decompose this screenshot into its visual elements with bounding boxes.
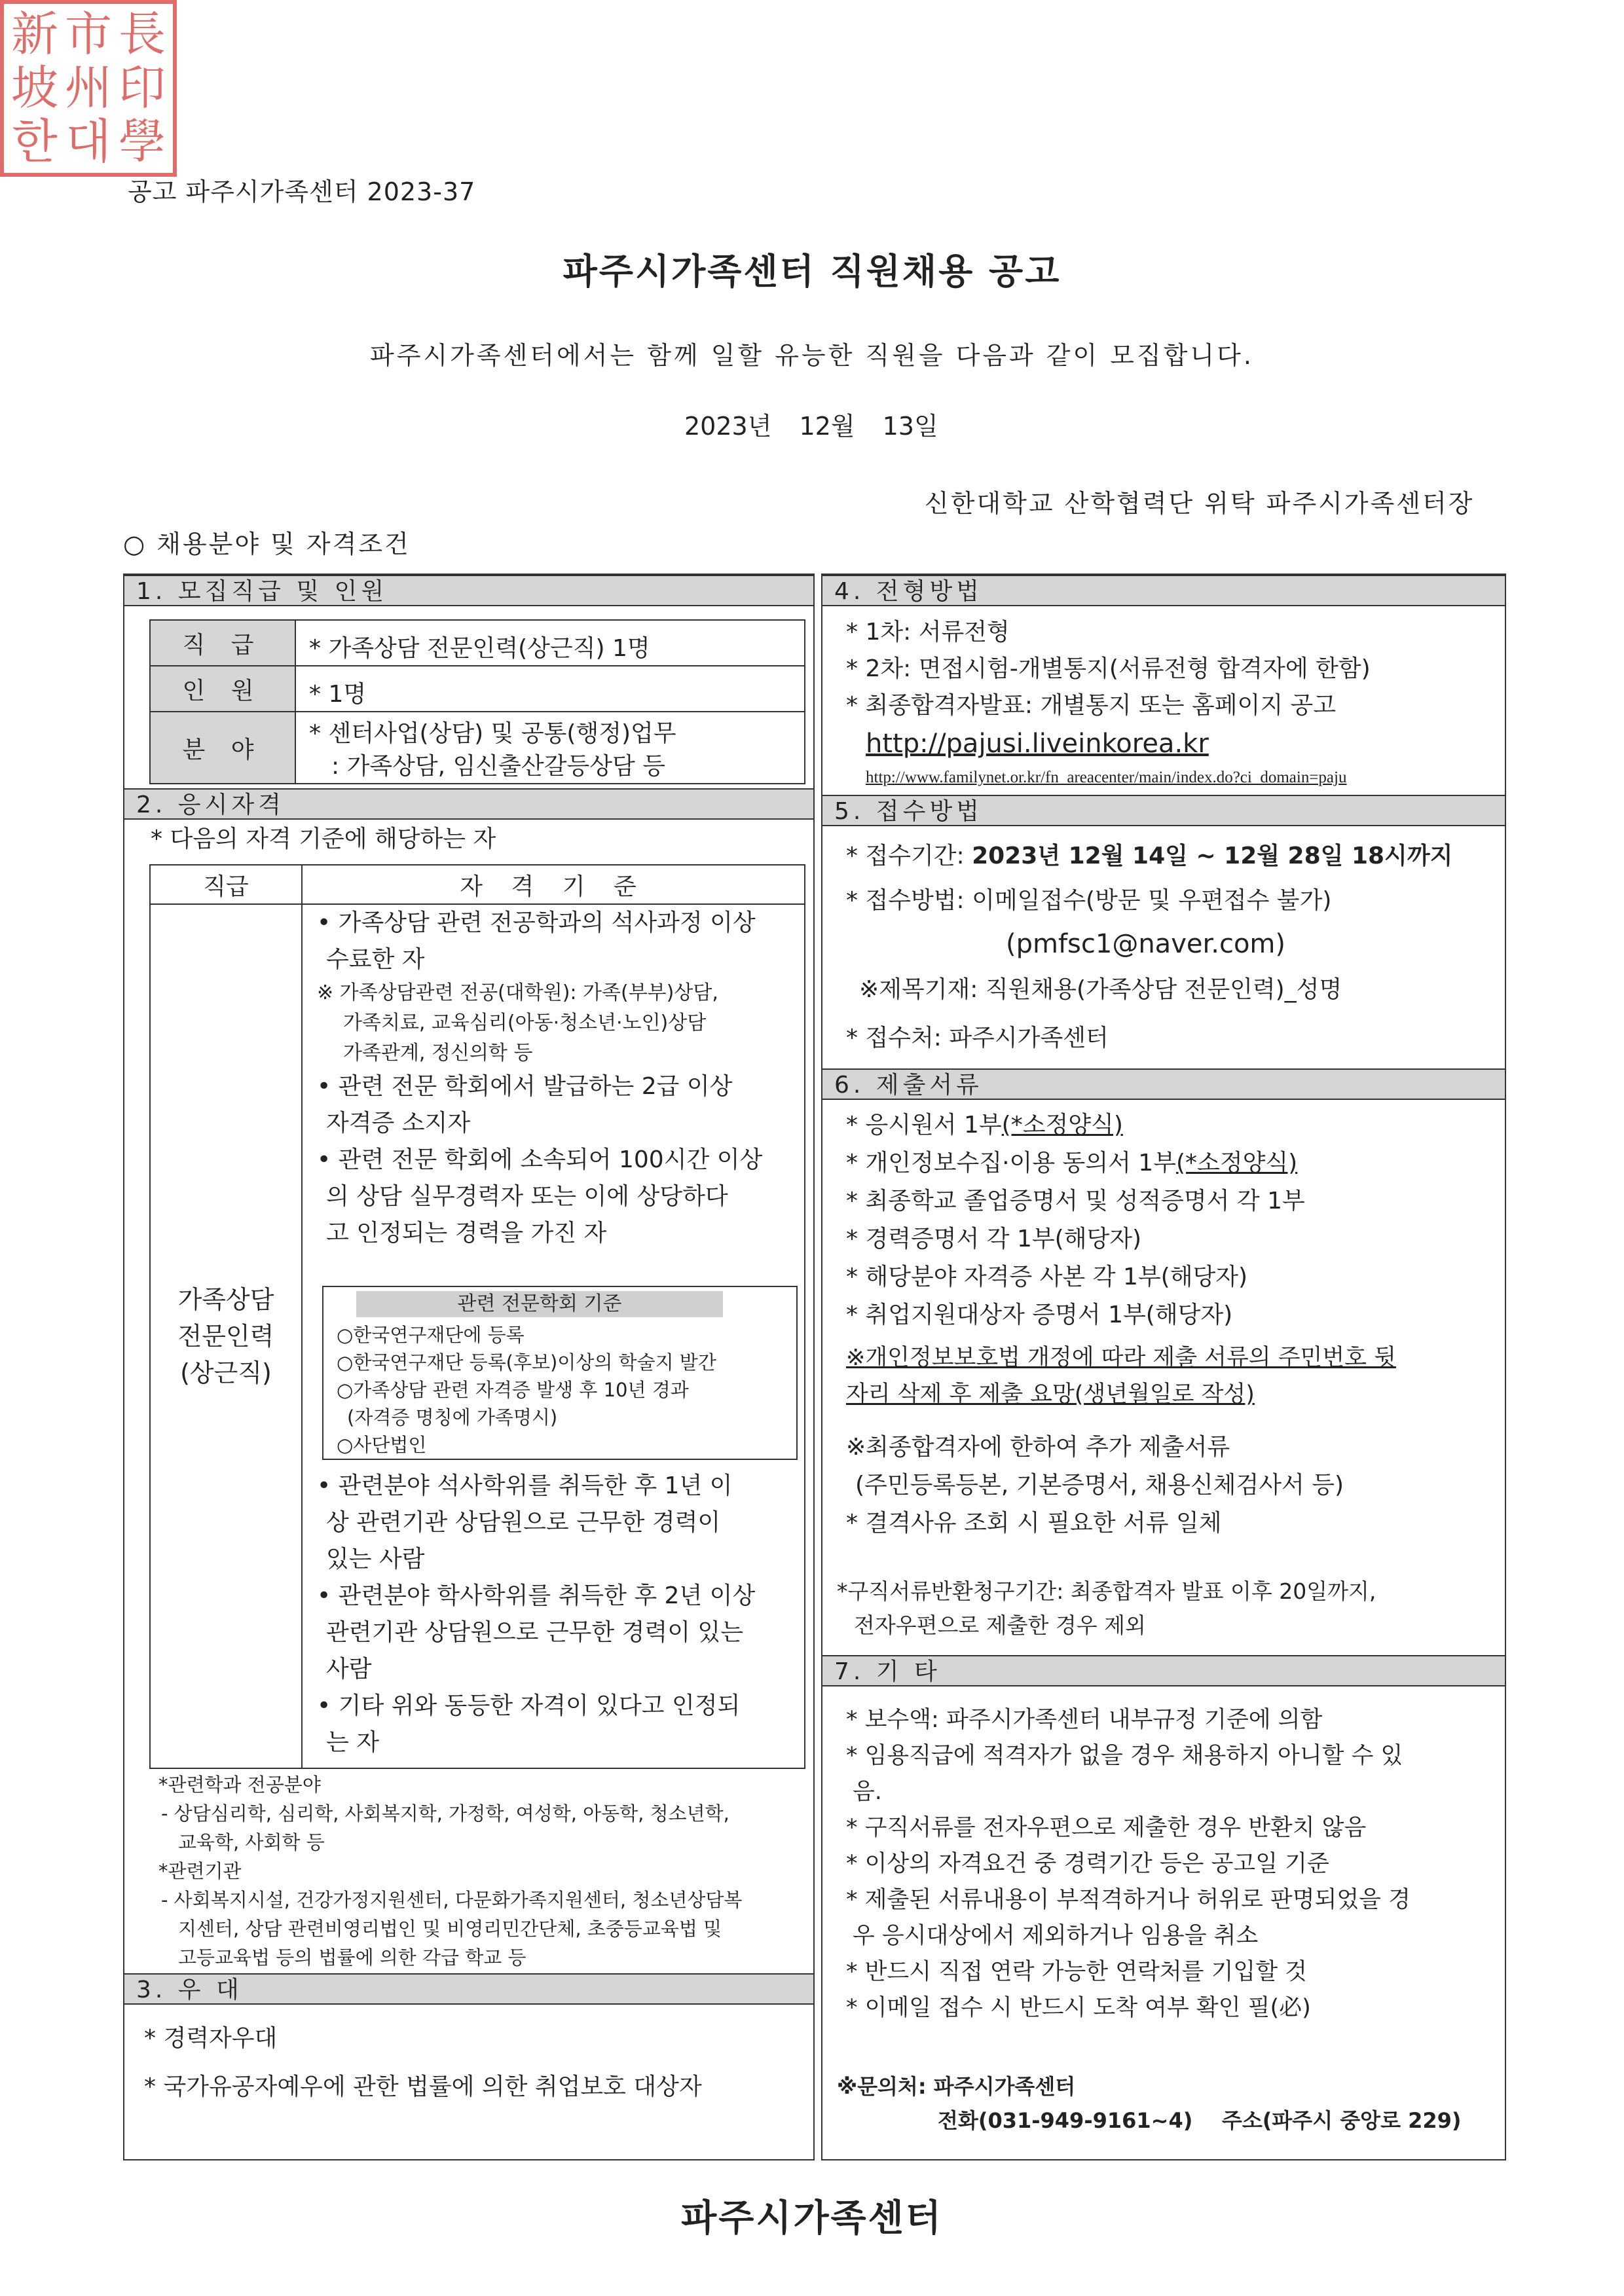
misc-item: * 제출된 서류내용이 부적격하거나 허위로 판명되었을 경 [846,1887,1411,1913]
misc-list [846,1702,1411,2026]
criteria-line: 수료한 자 [326,946,425,973]
criteria-line: • 기타 위와 동등한 자격이 있다고 인정되 [317,1692,741,1719]
section-heading: ○ 채용분야 및 자격조건 [123,530,411,558]
section-5-title: 5. 접수방법 [822,795,1505,826]
note-line: 고등교육법 등의 법률에 의한 각급 학교 등 [178,1946,526,1969]
intro-text: 파주시가족센터에서는 함께 일할 유능한 직원을 다음과 같이 모집합니다. [370,341,1254,370]
official-seal: 新 市 長 坡 州 印 한 대 學 [0,0,177,177]
left-column [123,574,815,2160]
privacy-note-1: ※개인정보보호법 개정에 따라 제출 서류의 주민번호 뒷 [846,1345,1396,1371]
label-field: 분 야 [150,712,295,784]
academic-society-box [322,1286,798,1460]
document-item: * 해당분야 자격증 사본 각 1부(해당자) [846,1264,1248,1290]
note-line: 지센터, 상담 관련비영리법인 및 비영리민간단체, 초중등교육법 및 [178,1918,722,1940]
section-1-title: 1. 모집직급 및 인원 [124,575,813,606]
rank-line: 전문인력 [177,1322,274,1351]
misc-item: * 구직서류를 전자우편으로 제출한 경우 반환치 않음 [846,1815,1367,1841]
criteria-line: 가족관계, 정신의학 등 [343,1042,533,1065]
value-rank: * 가족상담 전문인력(상근직) 1명 [295,620,805,666]
box-item: ○한국연구재단에 등록 [337,1324,525,1346]
label-count: 인 원 [150,666,295,712]
misc-item: * 임용직급에 적격자가 없을 경우 채용하지 아니할 수 있 [846,1743,1403,1769]
criteria-line: • 가족상담 관련 전공학과의 석사과정 이상 [317,909,756,936]
selection-step: * 1차: 서류전형 [846,619,1010,646]
misc-item: * 보수액: 파주시가족센터 내부규정 기준에 의함 [846,1707,1323,1733]
email-subject-format: ※제목기재: 직원채용(가족상담 전문인력)_성명 [859,976,1342,1003]
contact-label: ※문의처: 파주시가족센터 [837,2074,1076,2099]
criteria-line: • 관련분야 학사학위를 취득한 후 2년 이상 [317,1582,756,1609]
criteria-line: 상 관련기관 상담원으로 근무한 경력이 [326,1509,721,1536]
footer-org-name: 파주시가족센터 [681,2197,943,2240]
value-field-2: : 가족상담, 임신출산갈등상담 등 [331,753,665,780]
qualification-table [149,864,805,1769]
note-line: - 사회복지시설, 건강가정지원센터, 다문화가족지원센터, 청소년상담복 [161,1889,743,1911]
criteria-line: 고 인정되는 경력을 가진 자 [326,1220,607,1247]
application-period-label: * 접수기간: [846,843,972,869]
box-item: (자격증 명칭에 가족명시) [347,1406,558,1429]
criteria-line: • 관련 전문 학회에서 발급하는 2급 이상 [317,1073,733,1100]
misc-item: 우 응시대상에서 제외하거나 임용을 취소 [853,1923,1259,1949]
criteria-line: • 관련분야 석사학위를 취득한 후 1년 이 [317,1472,733,1499]
box-item: ○한국연구재단 등록(후보)이상의 학술지 발간 [337,1351,716,1374]
final-docs-1: ※최종합격자에 한하여 추가 제출서류 [846,1434,1230,1461]
misc-item: * 이메일 접수 시 반드시 도착 여부 확인 필(必) [846,1995,1311,2021]
homepage-link[interactable]: http://pajusi.liveinkorea.kr [866,729,1209,759]
application-email[interactable]: (pmfsc1@naver.com) [1006,929,1285,959]
application-place: * 접수처: 파주시가족센터 [846,1025,1109,1051]
final-docs-3: * 결격사유 조회 시 필요한 서류 일체 [846,1510,1222,1537]
application-method: * 접수방법: 이메일접수(방문 및 우편접수 불가) [846,887,1332,914]
col-rank-header: 직급 [150,865,302,904]
application-period [846,838,1452,875]
preference-item: * 국가유공자예우에 관한 법률에 의한 취업보호 대상자 [144,2073,702,2100]
note-line: 교육학, 사회학 등 [178,1831,325,1853]
academic-society-box-title: 관련 전문학회 기준 [356,1291,723,1317]
note-line: *관련학과 전공분야 [158,1774,321,1796]
criteria-line: • 관련 전문 학회에 소속되어 100시간 이상 [317,1146,763,1173]
criteria-line: 가족치료, 교육심리(아동·청소년·노인)상담 [343,1011,707,1034]
rank-line: 가족상담 [177,1285,274,1314]
misc-item: 음. [853,1779,882,1805]
qualification-intro: * 다음의 자격 기준에 해당하는 자 [151,826,496,852]
value-field-1: * 센터사업(상담) 및 공통(행정)업무 [309,720,676,747]
misc-item: * 반드시 직접 연락 가능한 연락처를 기입할 것 [846,1959,1307,1985]
selection-step: * 최종합격자발표: 개별통지 또는 홈페이지 공고 [846,692,1337,719]
criteria-line: ※ 가족상담관련 전공(대학원): 가족(부부)상담, [317,981,718,1004]
document-item: * 최종학교 졸업증명서 및 성적증명서 각 1부 [846,1188,1305,1214]
criteria-line: 의 상담 실무경력자 또는 이에 상당하다 [326,1183,728,1210]
application-period-value: 2023년 12월 14일 ~ 12월 28일 18시까지 [972,843,1453,869]
box-item: ○사단법인 [337,1434,427,1456]
page-title: 파주시가족센터 직원채용 공고 [563,251,1061,292]
document-item: * 취업지원대상자 증명서 1부(해당자) [846,1302,1233,1328]
return-period-1: *구직서류반환청구기간: 최종합격자 발표 이후 20일까지, [837,1578,1376,1604]
rank-cell [150,904,302,1768]
note-line: - 상담심리학, 심리학, 사회복지학, 가정학, 여성학, 아동학, 청소년학, [161,1802,729,1825]
return-period-2: 전자우편으로 제출한 경우 제외 [854,1613,1146,1638]
value-count: * 1명 [295,666,805,712]
selection-step: * 2차: 면접시험-개별통지(서류전형 합격자에 한함) [846,655,1371,682]
section-6-title: 6. 제출서류 [822,1068,1505,1100]
misc-item: * 이상의 자격요건 중 경력기간 등은 공고일 기준 [846,1851,1329,1877]
col-criteria-header: 자 격 기 준 [302,865,805,904]
familynet-link[interactable]: http://www.familynet.or.kr/fn_areacenter/main/index.do?ci_domain=paju [866,769,1347,786]
recruit-table [149,619,805,784]
final-docs-2: (주민등록등본, 기본증명서, 채용신체검사서 등) [855,1472,1344,1499]
note-line: *관련기관 [158,1860,242,1882]
section-2-title: 2. 응시자격 [124,788,813,820]
section-4-title: 4. 전형방법 [822,575,1505,606]
section-3-title: 3. 우 대 [124,1973,813,2005]
signer: 신한대학교 산학협력단 위탁 파주시가족센터장 [925,489,1475,518]
box-item: ○가족상담 관련 자격증 발생 후 10년 경과 [337,1379,689,1401]
criteria-line: 사람 [326,1656,372,1683]
privacy-note-2: 자리 삭제 후 제출 요망(생년월일로 작성) [846,1381,1255,1408]
document-item: * 경력증명서 각 1부(해당자) [846,1226,1142,1252]
preference-item: * 경력자우대 [144,2025,278,2052]
criteria-cell [302,904,805,1768]
document-item: * 응시원서 1부(*소정양식) [846,1112,1123,1139]
contact-detail: 전화(031-949-9161~4) 주소(파주시 중앙로 229) [938,2108,1462,2133]
document-list [846,1106,1305,1334]
notice-date: 2023년 12월 13일 [684,412,938,441]
section-7-title: 7. 기 타 [822,1655,1505,1686]
label-rank: 직 급 [150,620,295,666]
notice-number: 공고 파주시가족센터 2023-37 [128,177,476,206]
criteria-line: 있는 사람 [326,1546,425,1573]
criteria-line: 자격증 소지자 [326,1110,471,1137]
right-column [821,574,1506,2160]
criteria-line: 관련기관 상담원으로 근무한 경력이 있는 [326,1619,743,1646]
criteria-line: 는 자 [326,1729,379,1756]
qualification-notes [158,1770,742,1972]
document-item: * 개인정보수집·이용 동의서 1부(*소정양식) [846,1150,1298,1176]
rank-line: (상근직) [180,1358,272,1387]
